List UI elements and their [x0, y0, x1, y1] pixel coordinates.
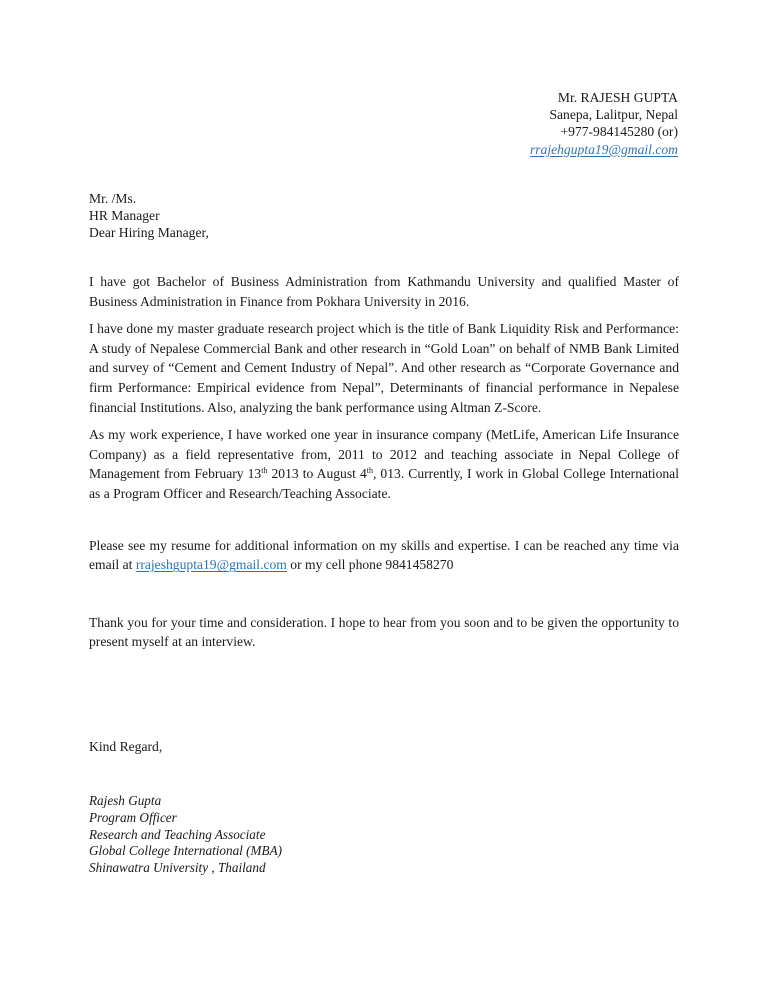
experience-text-1: As my work experience, I have worked one year in insurance company (MetLife, American Life Insurance Company) as a field representative from, 2011 to 2012 and teaching associate in Nepal College of Management from February 13: [89, 427, 679, 482]
signature-name: Rajesh Gupta: [89, 793, 162, 808]
signature-block: [89, 793, 282, 877]
sender-email-link[interactable]: rrajehgupta19@gmail.com: [529, 141, 678, 157]
paragraph-research: I have done my master graduate research project which is the title of Bank Liquidity Risk and Performance: A study of Nepalese Commercial Bank and other research in “Gold Loan” on behalf of NMB Bank Limited and survey of “Cement and Cement Industry of Nepal”. And other research as “Corporate Governance and firm Performance: Empirical evidence from Nepal”, Determinants of financial performance in Nepalese financial Institutions. Also, analyzing the bank performance using Altman Z-Score.: [89, 321, 679, 415]
paragraph-education: I have got Bachelor of Business Administration from Kathmandu University and qualified Master of Business Administration in Finance from Pokhara University in 2016.: [89, 274, 679, 309]
sender-address: Sanepa, Lalitpur, Nepal: [549, 107, 678, 123]
signature-university: Shinawatra University , Thailand: [89, 860, 266, 876]
sender-block: [530, 89, 678, 158]
recipient-salutation: Mr. /Ms.: [89, 191, 137, 206]
paragraph-thanks: Thank you for your time and consideration. I hope to hear from you soon and to be given the opportunity to present myself at an interview.: [89, 614, 679, 650]
signature-organization: Global College International (MBA): [89, 843, 283, 859]
recipient-title: HR Manager: [89, 208, 160, 224]
experience-text-2: 2013 to August 4: [267, 466, 367, 482]
ordinal-suffix-1: th: [261, 466, 268, 476]
paragraph-contact: [89, 536, 679, 575]
experience-text-3: , 013. Currently, I work in Global College International as a Program Officer and Research/Teaching Associate.: [89, 466, 679, 501]
paragraph-experience: [89, 425, 679, 503]
signature-role-secondary: Research and Teaching Associate: [89, 826, 266, 842]
letter-body: [89, 272, 679, 652]
contact-text-2: or my cell phone 9841458270: [286, 557, 454, 573]
contact-email-link[interactable]: rrajeshgupta19@gmail.com: [135, 557, 287, 573]
recipient-block: [89, 190, 209, 242]
ordinal-suffix-2: th: [366, 466, 373, 476]
greeting: Dear Hiring Manager,: [89, 225, 209, 241]
sender-name: Mr. RAJESH GUPTA: [557, 90, 678, 105]
contact-text-1: Please see my resume for additional information on my skills and expertise. I can be reached any time via email at: [89, 537, 679, 573]
closing: Kind Regard,: [89, 739, 163, 754]
sender-phone: +977-984145280 (or): [560, 124, 678, 140]
signature-role: Program Officer: [89, 809, 177, 825]
